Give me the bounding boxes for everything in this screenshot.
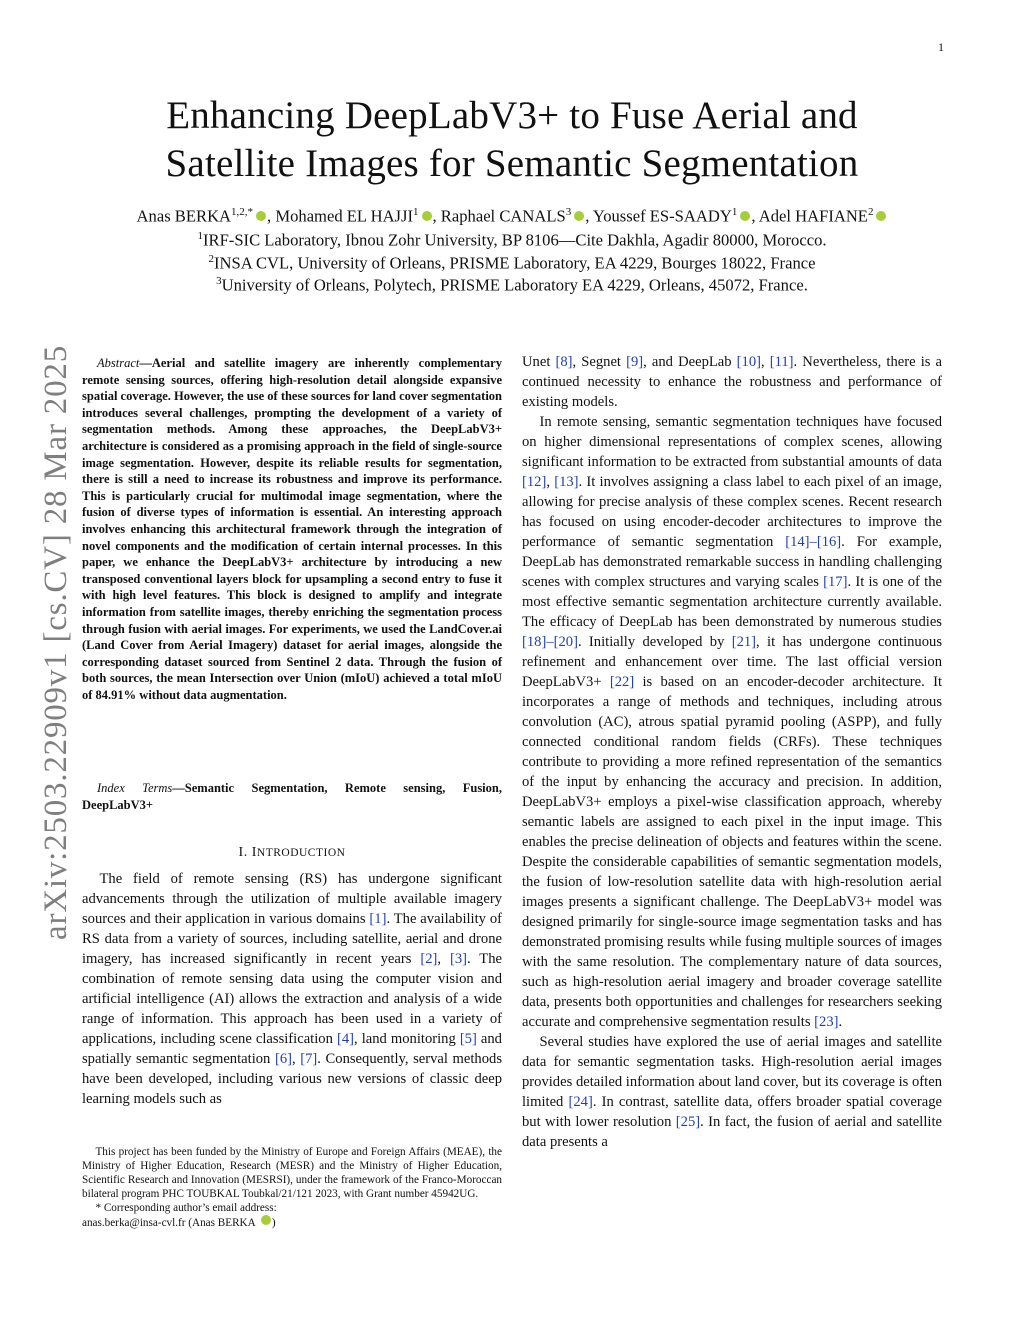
author-list: Anas $BERKA^{1,2,*}$ , Mohamed EL HAJJI$^1$ , Raphael CANALS$^3$ , Youssef ES-SAADY$^1$ , Adel HAFIANE$^2$ (0, 206, 1024, 227)
footnote (82, 1145, 502, 1230)
citation-link[interactable]: [18]–[20] (522, 634, 578, 650)
body-text: . It is one of the most effective semantic segmentation architecture currently available. The efficacy of DeepLab has been demonstrated by numerous studies (522, 574, 942, 630)
orcid-icon[interactable] (422, 211, 432, 221)
paragraph (522, 352, 942, 412)
paragraph (522, 412, 942, 1032)
body-text: In remote sensing, semantic segmentation techniques have focused on higher dimensional representations of complex scenes, allowing significant information to be extracted from substantial amounts of data (522, 414, 942, 470)
citation-link[interactable]: [11] (769, 354, 794, 370)
body-text: , and DeepLab (643, 354, 737, 370)
citation-link[interactable]: [24] (568, 1094, 593, 1110)
body-text: Several studies have explored the use of aerial images and satellite data for semantic segmentation tasks. High-resolution aerial images provides detailed information about land cover, but its coverage is often limited (522, 1034, 942, 1110)
paper-title (0, 92, 1024, 188)
affiliation-text: INSA CVL, University of Orleans, PRISME Laboratory, EA 4229, Bourges 18022, France (214, 253, 816, 273)
email-text: anas.berka@insa-cvl.fr (Anas BERKA (82, 1217, 258, 1229)
title-line-1: Enhancing DeepLabV3+ to Fuse Aerial and (166, 94, 858, 137)
paragraph (82, 869, 502, 1109)
citation-link[interactable]: [22] (609, 674, 635, 690)
orcid-icon[interactable] (261, 1215, 271, 1225)
affiliation-sup: 1 (197, 230, 203, 242)
body-text: . Nevertheless, there is a continued necessity to enhance the robustness and performance of existing models. (522, 354, 943, 410)
orcid-icon[interactable] (876, 211, 886, 221)
body-text: . In contrast, satellite data, offers broader spatial coverage but with lower resolution (522, 1094, 942, 1130)
body-text: , land monitoring (353, 1031, 460, 1047)
author-name: Youssef ES-SAADY (592, 206, 732, 226)
author-affil-sup: 3 (565, 206, 572, 218)
author-name: Mohamed EL HAJJI (275, 206, 413, 226)
body-text: . For example, DeepLab has demonstrated remarkable success in handling challenging scenes with complex structures and varying scales (522, 534, 942, 590)
body-text: , (437, 951, 450, 967)
affiliation (0, 230, 1024, 251)
page-number: 1 (938, 40, 944, 54)
left-column-body (82, 869, 502, 1109)
body-text: , Segnet (572, 354, 627, 370)
citation-link[interactable]: [14]–[16] (785, 534, 842, 550)
arxiv-identifier[interactable]: arXiv:2503.22909v1 [cs.CV] 28 Mar 2025 (38, 345, 74, 940)
right-column-body (522, 352, 942, 1152)
author-affil-sup: 1,2,* (231, 206, 254, 218)
body-text: The field of remote sensing (RS) has undergone significant advancements through the utilization of multiple available imagery sources and their application in various domains (82, 871, 502, 927)
email-close: ) (271, 1217, 276, 1229)
citation-link[interactable]: [9] (626, 354, 644, 370)
body-text: , (761, 354, 770, 370)
section-heading (82, 845, 502, 861)
author-affil-sup: 1 (413, 206, 419, 218)
email-line (82, 1215, 502, 1230)
index-terms-text: —Semantic Segmentation, Remote sensing, Fusion, DeepLabV3+ (82, 781, 502, 812)
body-text: , (546, 474, 555, 490)
abstract-text: —Aerial and satellite imagery are inherently complementary remote sensing sources, offering high-resolution detail alongside expansive spatial coverage. However, the use of these sources for land cover segmentation introduces several challenges, prompting the development of a variety of segmentation methods. Among these approaches, the DeepLabV3+ architecture is considered as a promising approach in the field of single-source image segmentation. However, despite its reliable results for segmentation, there is still a need to increase its robustness and improve its performance. This is particularly crucial for multimodal image segmentation, where the fusion of diverse types of information is essential. An interesting approach involves enhancing this architectural framework through the integration of novel components and the modification of certain internal processes. In this paper, we enhance the DeepLabV3+ architecture by introducing a new transposed conventional layers block for upsampling a second entry to fuse it with high level features. This block is designed to amplify and integrate information from satellite images, thereby enriching the segmentation process through fusion with aerial images. For experiments, we used the LandCover.ai (Land Cover from Aerial Imagery) dataset for aerial images, alongside the corresponding dataset sourced from Sentinel 2 data. Through the fusion of both sources, the mean Intersection over Union (mIoU) achieved a total mIoU of 84.91% without data augmentation. (82, 356, 502, 702)
body-text: , it has undergone continuous refinement and enhancement over time. The last official version DeepLabV3+ (522, 634, 942, 690)
index-terms-lead: Index Terms (97, 781, 173, 795)
body-text: . In fact, the fusion of aerial and satellite data presents a (522, 1114, 942, 1150)
citation-link[interactable]: [7] (300, 1051, 318, 1067)
citation-link[interactable]: [23] (814, 1014, 839, 1030)
citation-link[interactable]: [3] (449, 951, 467, 967)
author-affil-sup: 1 (731, 206, 738, 218)
body-text: , (291, 1051, 301, 1067)
body-text: . The availability of RS data from a variety of sources, including satellite, aerial and drone imagery, has increased significantly in recent years (82, 911, 503, 967)
citation-link[interactable]: [13] (554, 474, 579, 490)
orcid-icon[interactable] (256, 211, 266, 221)
citation-link[interactable]: [6] (274, 1051, 292, 1067)
citation-link[interactable]: [17] (823, 574, 848, 590)
section-first-letter: I (251, 845, 257, 860)
author-affil-sup: 2 (867, 206, 874, 218)
citation-link[interactable]: [2] (420, 951, 438, 967)
affiliation-text: IRF-SIC Laboratory, Ibnou Zohr University, BP 8106—Cite Dakhla, Agadir 80000, Morocco. (202, 230, 827, 250)
affiliation (0, 275, 1024, 296)
citation-link[interactable]: [8] (555, 354, 573, 370)
citation-link[interactable]: [25] (675, 1114, 701, 1130)
body-text: and spatially semantic segmentation (82, 1031, 502, 1067)
body-text: . Consequently, serval methods have been developed, including various new versions of classic deep learning models such as (82, 1051, 503, 1107)
orcid-icon[interactable] (574, 211, 584, 221)
citation-link[interactable]: [5] (459, 1031, 477, 1047)
corresponding-note: * Corresponding author’s email address: (95, 1202, 277, 1214)
body-text: Unet (522, 354, 556, 370)
body-text: . (838, 1014, 843, 1030)
title-line-2: Satellite Images for Semantic Segmentation (165, 142, 859, 185)
body-text: . The combination of remote sensing data using the computer vision and artificial intelligence (AI) allows the extraction and analysis of a wide range of information. This approach has been used in a variety of applications, including scene classification (82, 951, 502, 1047)
citation-link[interactable]: [4] (336, 1031, 354, 1047)
affiliation-text: University of Orleans, Polytech, PRISME Laboratory EA 4229, Orleans, 45072, France. (221, 275, 808, 295)
affiliation-sup: 2 (208, 253, 215, 265)
section-title-rest: NTRODUCTION (256, 847, 346, 859)
citation-link[interactable]: [12] (522, 474, 547, 490)
abstract (82, 355, 502, 703)
orcid-icon[interactable] (740, 211, 750, 221)
section-number: I. (238, 845, 248, 860)
body-text: . Initially developed by (577, 634, 732, 650)
author-name: Raphael CANALS (440, 206, 566, 226)
citation-link[interactable]: [1] (369, 911, 387, 927)
author-name: Adel HAFIANE (758, 206, 868, 226)
body-text: . It involves assigning a class label to each pixel of an image, allowing for precise analysis of these complex scenes. Recent research has focused on using encoder-decoder architectures to improve the performance of semantic segmentation (522, 474, 943, 550)
author-name: Anas BERKA (136, 206, 232, 226)
abstract-lead: Abstract (97, 356, 140, 370)
paragraph (522, 1032, 942, 1152)
citation-link[interactable]: [21] (731, 634, 757, 650)
affiliation-sup: 3 (216, 275, 222, 287)
affiliation (0, 253, 1024, 274)
body-text: is based on an encoder-decoder architecture. It incorporates a range of methods and techniques, including atrous convolution (AC), atrous spatial pyramid pooling (ASPP), and fully connected conditional random fields (CRFs). These techniques contribute to providing a more refined representation of the semantics of the input by enhancing the accuracy and precision. In addition, DeepLabV3+ employs a pixel-wise classification approach, whereby semantic labels are assigned to each pixel in the input image. This enables the precise delineation of objects and features within the scene. Despite the considerable capabilities of semantic segmentation models, the fusion of low-resolution satellite data with high-resolution aerial images presents a significant challenge. The DeepLabV3+ model was designed primarily for single-source image segmentation tasks and has demonstrated promising results while fusing multiple sources of images with the same resolution. The complementary nature of data sources, such as high-resolution aerial imagery and broader coverage satellite data, presents both opportunities and challenges for researchers seeking accurate and comprehensive segmentation results (522, 674, 942, 1030)
funding-note: This project has been funded by the Ministry of Europe and Foreign Affairs (MEAE), the Ministry of Higher Education, Research (MESR) and the Ministry of Higher Education, Scientific Research and Innovation (MESRSI), under the framework of the Franco-Moroccan bilateral program PHC TOUBKAL Toubkal/21/121 2023, with Grant number 45942UG. (82, 1146, 502, 1200)
index-terms (82, 780, 502, 813)
citation-link[interactable]: [10] (736, 354, 761, 370)
